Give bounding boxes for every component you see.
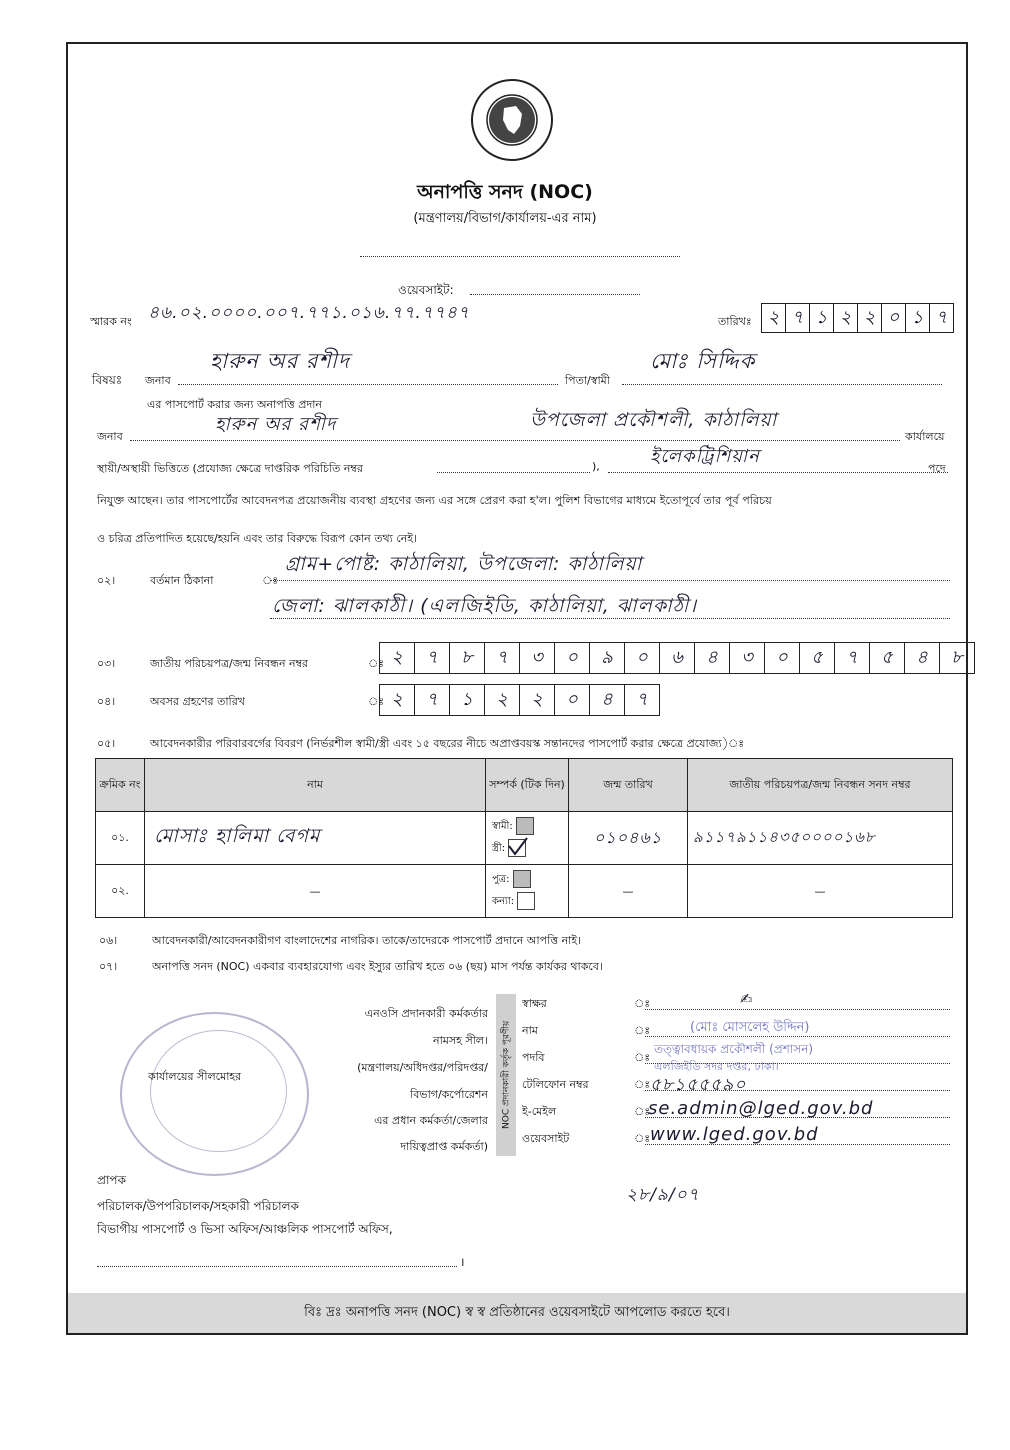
daughter-checkbox[interactable] xyxy=(517,892,535,910)
digit-box: ৬ xyxy=(659,642,695,674)
memo-number: ৪৬.০২.০০০০.০০৭.৭৭১.০১৬.৭৭.৭৭৪৭ xyxy=(148,303,470,323)
digit-box: ৫ xyxy=(799,642,835,674)
signatory-field-colon: ঃ xyxy=(634,997,651,1010)
digit-box: ৭ xyxy=(785,303,810,333)
relation-son-label: পুত্র: xyxy=(492,874,510,885)
son-checkbox[interactable] xyxy=(513,870,531,888)
signatory-field-colon: ঃ xyxy=(634,1105,651,1118)
recipient-line1: পরিচালক/উপপরিচালক/সহকারী পরিচালক xyxy=(97,1199,299,1213)
address-line1: গ্রাম+পোষ্ট: কাঠালিয়া, উপজেলা: কাঠালিয়া xyxy=(285,553,643,575)
signatory-phone: ৫৮১৫৫৫৯০ xyxy=(650,1075,747,1095)
signatory-field-colon: ঃ xyxy=(634,1078,651,1091)
digit-box: ২ xyxy=(761,303,786,333)
post-line xyxy=(608,472,948,473)
body-name: হারুন অর রশীদ xyxy=(215,414,337,435)
digit-box: ০ xyxy=(881,303,906,333)
item-03-label: জাতীয় পরিচয়পত্র/জন্ম নিবন্ধন নম্বর xyxy=(150,657,309,670)
husband-checkbox[interactable] xyxy=(516,817,534,835)
digit-box: ২ xyxy=(857,303,882,333)
item-03-number: ০৩। xyxy=(97,657,116,670)
address-line2-rule xyxy=(270,618,950,619)
item-04-label: অবসর গ্রহণের তারিখ xyxy=(150,695,245,708)
vertical-noc-label: NOC প্রদানকারী কর্তৃক পূরণীয় xyxy=(496,994,516,1156)
signatory-desc-line: নামসহ সীল। xyxy=(433,1034,488,1047)
retirement-date-boxes xyxy=(380,684,660,716)
header-nid: জাতীয় পরিচয়পত্র/জন্ম নিবন্ধন সনদ নম্বর xyxy=(688,759,953,812)
office-name: উপজেলা প্রকৌশলী, কাঠালিয়া xyxy=(530,409,778,431)
signatory-desc-line: এনওসি প্রদানকারী কর্মকর্তার xyxy=(364,1007,488,1020)
digit-box: ০ xyxy=(624,642,660,674)
body-line2: স্থায়ী/অস্থায়ী ভিত্তিতে (প্রযোজ্য ক্ষেত্রে দাপ্তরিক পরিচিতি নম্বর xyxy=(97,462,363,475)
office-suffix: কার্যালয়ে xyxy=(905,430,945,443)
address-line2: জেলা: ঝালকাঠী। (এলজিইডি, কাঠালিয়া, ঝালকাঠী। xyxy=(272,595,698,617)
signatory-field-line xyxy=(645,1009,950,1010)
body-line3: নিযুক্ত আছেন। তার পাসপোর্টের আবেদনপত্র প্রয়োজনীয় ব্যবস্থা গ্রহণের জন্য এর সঙ্গে প্রেরণ করা হ'ল। পুলিশ বিভাগের মাধ্যমে ইতোপূর্বে তার পূর্ব পরিচয় xyxy=(97,494,772,507)
date-label: তারিখঃ xyxy=(718,315,752,328)
item-02-label: বর্তমান ঠিকানা xyxy=(150,574,214,587)
digit-box: ৪ xyxy=(694,642,730,674)
janab-label: জনাব xyxy=(145,374,171,387)
signatory-website: www.lged.gov.bd xyxy=(650,1124,819,1145)
father-label: পিতা/স্বামী xyxy=(565,374,610,387)
page-subtitle: (মন্ত্রণালয়/বিভাগ/কার্যালয়-এর নাম) xyxy=(413,211,597,226)
post-suffix: পদে xyxy=(928,462,946,475)
seal-label: কার্যালয়ের সীলমোহর xyxy=(148,1070,242,1083)
digit-box: ২ xyxy=(379,642,415,674)
body-line4: ও চরিত্র প্রতিপাদিত হয়েছে/হয়নি এবং তার বিরুদ্ধে বিরূপ কোন তথ্য নেই। xyxy=(97,532,417,545)
applicant-name: হারুন অর রশীদ xyxy=(210,349,350,373)
row-name-value: মোসাঃ হালিমা বেগম xyxy=(154,825,321,847)
item-04-number: ০৪। xyxy=(97,695,116,708)
memo-label: স্মারক নং xyxy=(90,315,132,328)
signatory-name-stamp: (মোঃ মোসলেহ উদ্দিন) xyxy=(690,1020,810,1035)
date-boxes xyxy=(762,303,954,333)
digit-box: ৭ xyxy=(624,684,660,716)
row-nid: — xyxy=(688,865,953,918)
checkmark-icon xyxy=(507,836,529,856)
signatory-office-stamp: এলজিইডি সদর দপ্তর, ঢাকা। xyxy=(654,1060,779,1073)
signatory-field-label: স্বাক্ষর xyxy=(522,997,547,1010)
row-dob-value: ০১০৪৬১ xyxy=(593,827,663,847)
header-serial: ক্রমিক নং xyxy=(96,759,145,812)
row-nid xyxy=(688,812,953,865)
body-name-line xyxy=(130,440,900,441)
item-03-colon: ঃ xyxy=(368,657,385,670)
body-line2-end: ), xyxy=(592,460,600,473)
digit-box: ৮ xyxy=(939,642,975,674)
signatory-field-colon: ঃ xyxy=(634,1132,651,1145)
signature-date: ২৮/৯/০৭ xyxy=(626,1185,700,1205)
footer-note: বিঃ দ্রঃ অনাপত্তি সনদ (NOC) স্ব স্ব প্রতিষ্ঠানের ওয়েবসাইটে আপলোড করতে হবে। xyxy=(68,1293,966,1333)
digit-box: ০ xyxy=(554,642,590,674)
father-name: মোঃ সিদ্দিক xyxy=(650,349,756,373)
post-name: ইলেকট্রিশিয়ান xyxy=(650,446,760,467)
relation-wife-label: স্ত্রী: xyxy=(492,843,506,854)
note-07: অনাপত্তি সনদ (NOC) একবার ব্যবহারযোগ্য এবং ইস্যুর তারিখ হতে ০৬ (ছয়) মাস পর্যন্ত কার্যকর থাকবে। xyxy=(152,960,603,973)
digit-box: ০ xyxy=(554,684,590,716)
digit-box: ৭ xyxy=(414,642,450,674)
nid-boxes xyxy=(380,642,975,674)
digit-box: ৩ xyxy=(519,642,555,674)
digit-box: ২ xyxy=(379,684,415,716)
row-serial: ০২. xyxy=(96,865,145,918)
website-label: ওয়েবসাইট: xyxy=(398,283,454,297)
digit-box: ৭ xyxy=(929,303,954,333)
signatory-field-label: টেলিফোন নম্বর xyxy=(522,1078,589,1091)
header-dob: জন্ম তারিখ xyxy=(569,759,688,812)
body-janab: জনাব xyxy=(97,430,123,443)
row-name: — xyxy=(145,865,486,918)
note-06-number: ০৬। xyxy=(99,934,118,947)
row-dob xyxy=(569,812,688,865)
post-id-line xyxy=(437,472,590,473)
note-06: আবেদনকারী/আবেদনকারীগণ বাংলাদেশের নাগরিক। তাকে/তাদেরকে পাসপোর্ট প্রদানে আপত্তি নাই। xyxy=(152,934,582,947)
row-name xyxy=(145,812,486,865)
relation-husband-label: স্বামী: xyxy=(492,821,513,832)
bangladesh-emblem-icon xyxy=(470,78,554,162)
recipient-line3-end: । xyxy=(460,1255,465,1269)
item-05-number: ০৫। xyxy=(97,737,116,750)
digit-box: ০ xyxy=(764,642,800,674)
wife-checkbox[interactable] xyxy=(508,839,526,857)
header-relation: সম্পর্ক (টিক দিন) xyxy=(486,759,569,812)
website-line xyxy=(470,294,640,295)
digit-box: ৭ xyxy=(414,684,450,716)
passport-line: এর পাসপোর্ট করার জন্য অনাপত্তি প্রদান xyxy=(147,398,322,411)
signatory-field-colon: ঃ xyxy=(634,1051,651,1064)
table-row xyxy=(96,812,953,865)
digit-box: ২ xyxy=(519,684,555,716)
digit-box: ৭ xyxy=(834,642,870,674)
father-line xyxy=(622,384,942,385)
signatory-field-label: ই-মেইল xyxy=(522,1105,557,1118)
table-row xyxy=(96,865,953,918)
digit-box: ৫ xyxy=(869,642,905,674)
row-dob: — xyxy=(569,865,688,918)
row-relation xyxy=(486,812,569,865)
header-name: নাম xyxy=(145,759,486,812)
row-nid-value: ৯১১৭৯১১৪৩৫০০০০১৬৮ xyxy=(693,827,876,846)
item-05-label: আবেদনকারীর পরিবারবর্গের বিবরণ (নির্ভরশীল স্বামী/স্ত্রী এবং ১৫ বছরের নীচে অপ্রাপ্তবয়স্ক সন্তানদের পাসপোর্ট করার ক্ষেত্রে প্রযোজ্য)ঃ xyxy=(150,737,745,750)
family-table xyxy=(95,758,953,918)
subject-label: বিষয়ঃ xyxy=(92,373,123,387)
signatory-desc-line: এর প্রধান কর্মকর্তা/জেলার xyxy=(374,1114,488,1127)
note-07-number: ০৭। xyxy=(99,960,118,973)
recipient-line3 xyxy=(97,1266,457,1267)
signatory-desc-line: দায়িত্বপ্রাপ্ত কর্মকর্তা) xyxy=(400,1140,488,1153)
page-title: অনাপত্তি সনদ (NOC) xyxy=(417,181,593,203)
office-seal-inner xyxy=(150,1030,287,1152)
signatory-email: se.admin@lged.gov.bd xyxy=(648,1098,874,1119)
address-line1-rule xyxy=(270,580,950,581)
digit-box: ১ xyxy=(809,303,834,333)
digit-box: ২ xyxy=(484,684,520,716)
item-02-colon: ঃ xyxy=(262,574,279,587)
signatory-desc-line: বিভাগ/কর্পোরেশন xyxy=(410,1088,488,1101)
signatory-field-label: নাম xyxy=(522,1024,538,1037)
recipient-line2: বিভাগীয় পাসপোর্ট ও ভিসা অফিস/আঞ্চলিক পাসপোর্ট অফিস, xyxy=(97,1222,393,1236)
digit-box: ৯ xyxy=(589,642,625,674)
signatory-desc-line: (মন্ত্রণালয়/অধিদপ্তর/পরিদপ্তর/ xyxy=(357,1061,488,1074)
digit-box: ৮ xyxy=(449,642,485,674)
item-02-number: ০২। xyxy=(97,574,116,587)
family-table-header xyxy=(96,759,953,812)
recipient-label: প্রাপক xyxy=(97,1173,126,1187)
signatory-field-label: ওয়েবসাইট xyxy=(522,1132,570,1145)
digit-box: ৭ xyxy=(484,642,520,674)
signatory-field-colon: ঃ xyxy=(634,1024,651,1037)
row-serial: ০১. xyxy=(96,812,145,865)
relation-daughter-label: কন্যা: xyxy=(492,896,515,907)
signatory-designation-stamp: তত্ত্বাবধায়ক প্রকৌশলী (প্রশাসন) xyxy=(654,1042,814,1056)
digit-box: ১ xyxy=(449,684,485,716)
signatory-field-label: পদবি xyxy=(522,1051,545,1064)
item-04-colon: ঃ xyxy=(368,695,385,708)
digit-box: ৩ xyxy=(729,642,765,674)
ministry-name-line xyxy=(360,256,680,257)
digit-box: ১ xyxy=(905,303,930,333)
signature: ✍ xyxy=(740,990,754,1008)
name-line xyxy=(178,384,558,385)
row-relation xyxy=(486,865,569,918)
digit-box: ৪ xyxy=(904,642,940,674)
digit-box: ২ xyxy=(833,303,858,333)
digit-box: ৪ xyxy=(589,684,625,716)
